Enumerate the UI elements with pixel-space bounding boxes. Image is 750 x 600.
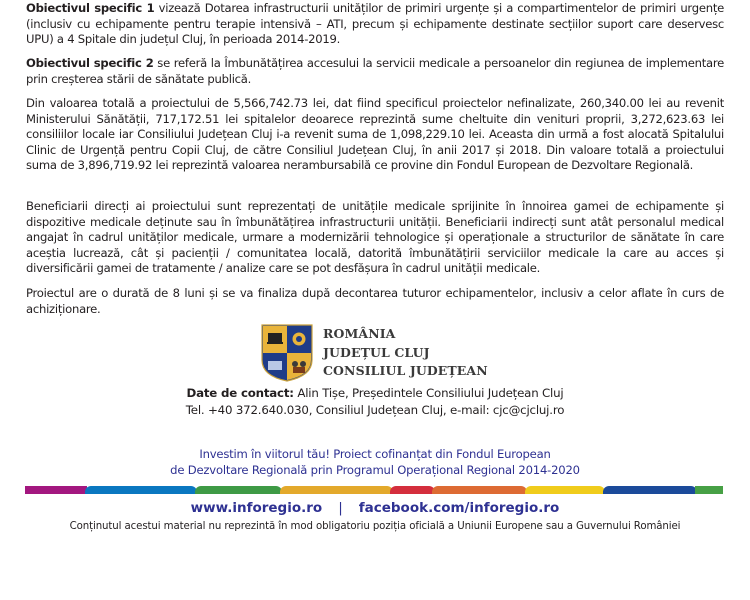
paragraph-objective-1 [26, 1, 724, 48]
paragraph-project-value: Din valoarea totală a proiectului de 5,566,742.73 lei, dat fiind specificul proiectelor nefinalizate, 260,340.00 lei au revenit Ministerului Sănătății, 717,172.51 lei spitalelor deoarece reprezintă sume cheltuite din venituri proprii, 3,272,623.63 lei consiliilor locale iar Consiliului Județean Cluj i-a revenit suma de 1,098,229.10 lei. Aceasta din urmă a fost alocată Spitalului Clinic de Urgență pentru Copii Cluj, de către Consiliul Județean Cluj, în anii 2017 și 2018. Din valoare totală a proiectului suma de 3,896,719.92 lei reprezintă valoarea nerambursabilă ce provine din Fondul European de Dezvoltare Regională. [26, 96, 724, 173]
objective-2-heading: Obiectivul specific 2 [26, 56, 154, 70]
eu-disclaimer: Conținutul acestui material nu reprezintă în mod obligatoriu poziția oficială a Uniunii Europene sau a Guvernului României [69, 521, 681, 532]
cluj-county-logo [261, 324, 488, 382]
paragraph-beneficiaries: Beneficiarii direcți ai proiectului sunt reprezentați de unitățile medicale sprijinite în înnoirea gamei de echipamente și dispozitive medicale deținute sau în îmbunătățirea infrastructurii unității. Beneficiarii indirecți sunt atât personalul medical angajat în cadrul unităților medicale, urmare a modernizării tehnologice și operaționale a structurilor de sănătate în care aceștia lucrează, cât și pacienții / comunitatea locală, datorită îmbunătățirii serviciilor medicale la care au acces și diversificării gamei de tratamente / analize care se pot desfășura în cadrul unității medicale. [26, 199, 724, 276]
paragraph-objective-2 [26, 56, 724, 87]
investment-slogan-line-2: de Dezvoltare Regională prin Programul Operațional Regional 2014-2020 [170, 463, 580, 477]
color-bar-segment [432, 486, 527, 494]
links-row [0, 498, 750, 518]
paragraph-duration: Proiectul are o durată de 8 luni și se va finaliza după decontarea tuturor echipamentelor, inclusiv a celor aflate în curs de achiziționare. [26, 286, 724, 316]
cluj-county-coat-of-arms-icon [261, 324, 313, 382]
logo-line-romania: ROMÂNIA [323, 326, 396, 341]
inforegio-facebook-link[interactable]: facebook.com/inforegio.ro [358, 500, 560, 516]
logo-line-judet: JUDEȚUL CLUJ [323, 344, 430, 360]
contact-person: Alin Tișe, Președintele Consiliului Județean Cluj [293, 386, 564, 400]
investment-slogan-line-1: Investim în viitorul tău! Proiect cofinanțat din Fondul European [199, 447, 551, 461]
logo-text-block [323, 325, 488, 381]
color-bar-segment [525, 486, 605, 494]
logo-line-consiliu: CONSILIUL JUDEȚEAN [323, 363, 488, 378]
color-bar-segment [195, 486, 282, 494]
contact-line-2: Tel. +40 372.640.030, Consiliul Județean Cluj, e-mail: cjc@cjcluj.ro [185, 403, 565, 417]
color-bar-segment [390, 486, 435, 494]
color-bar-segment [25, 486, 87, 494]
objective-1-heading: Obiectivul specific 1 [26, 1, 155, 15]
objective-1-text: vizează Dotarea infrastructurii unităților de primiri urgențe și a compartimentelor de primiri urgențe (inclusiv cu echipamente pentru terapie intensivă – ATI, precum și echipamente destinate secțiilor suport care deservesc UPU) a 4 Spitale din județul Cluj, în perioada 2014-2019. [26, 1, 725, 47]
color-bar-segment [695, 486, 723, 494]
color-bar-segment [280, 486, 393, 494]
color-bar-segment [603, 486, 697, 494]
contact-label: Date de contact: [186, 386, 294, 400]
regio-color-bar [25, 486, 723, 494]
inforegio-website-link[interactable]: www.inforegio.ro [190, 500, 323, 516]
objective-2-text: se referă la Îmbunătățirea accesului la servicii medicale a persoanelor din regiunea de implementare prin creșterea stării de sănătate publică. [26, 56, 725, 86]
contact-line-1 [0, 385, 750, 402]
links-separator: | [338, 500, 343, 516]
color-bar-segment [85, 486, 197, 494]
